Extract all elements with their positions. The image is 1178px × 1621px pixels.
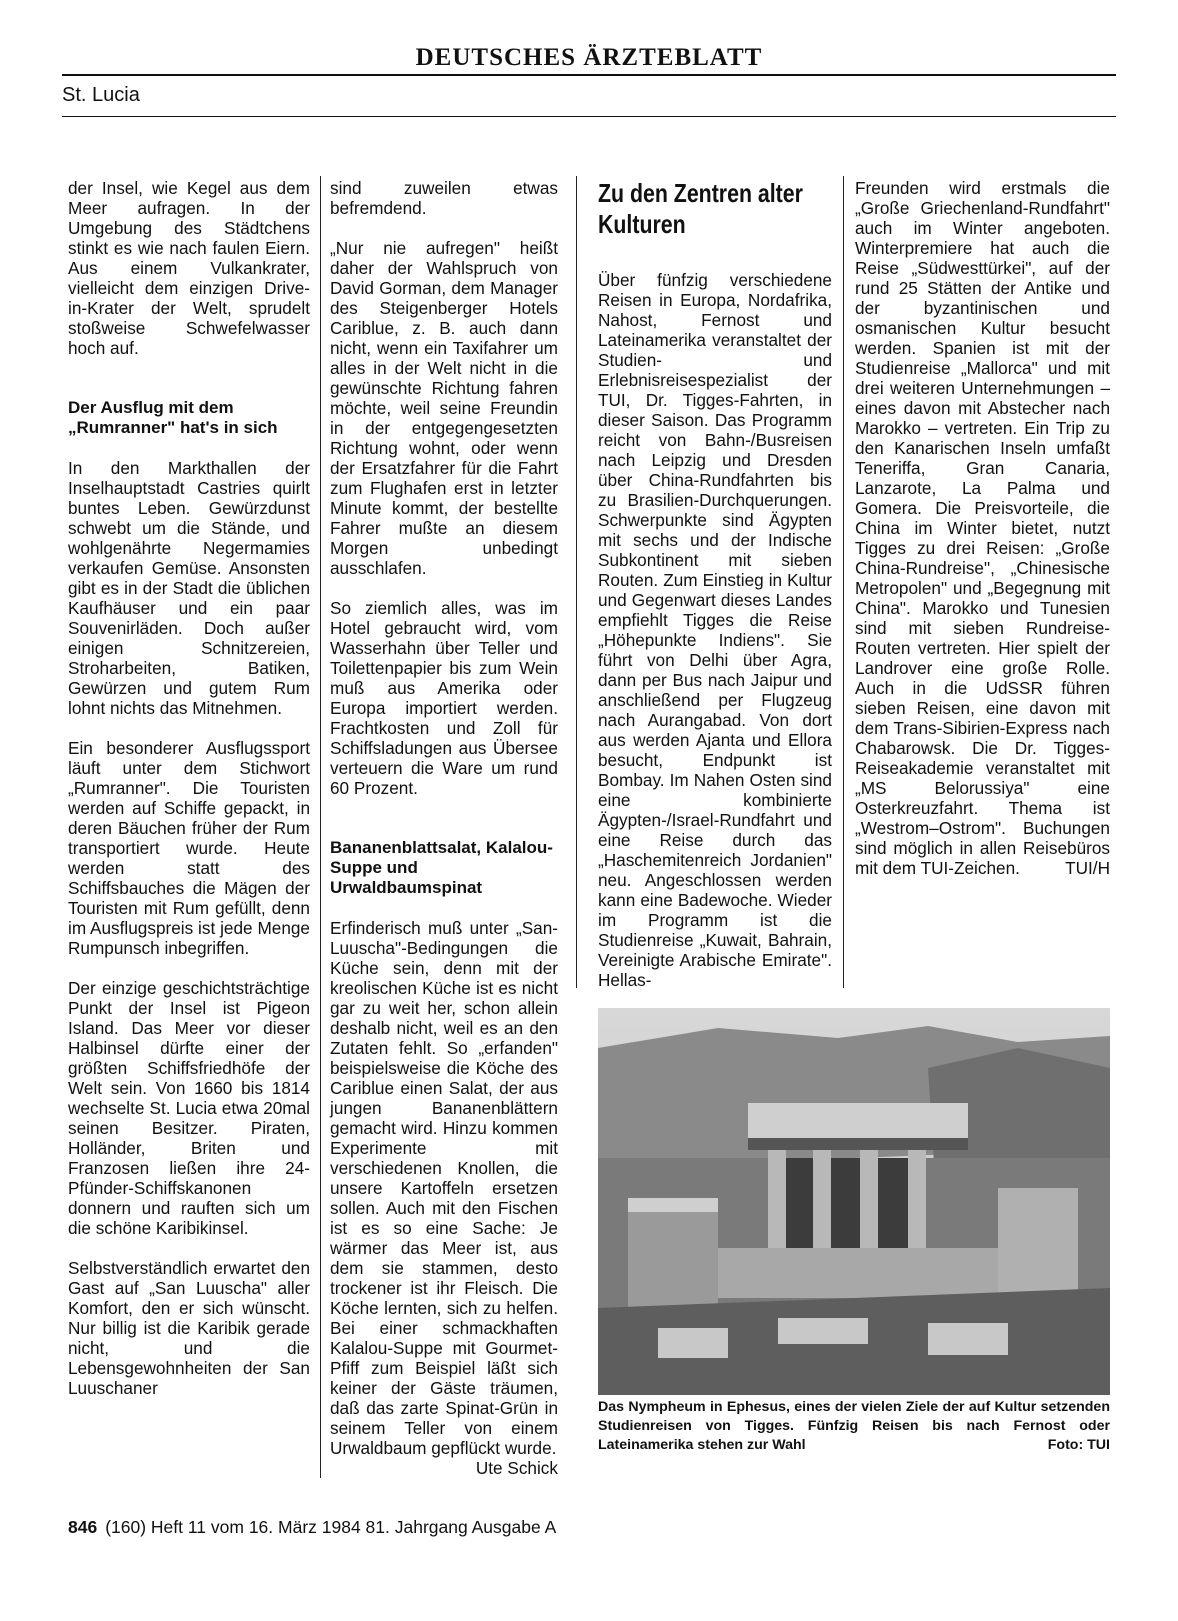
paragraph-text: Freunden wird erstmals die „Große Griechenland-Rundfahrt" auch im Winter angeboten. Winterpremiere hat auch die Reise „Südwesttürkei", auf der rund 25 Stätten der Antike und der byzantinischen und osmanischen Kultur besucht werden. Spanien ist mit der Studienreise „Mallorca" und mit drei weiteren Unternehmungen – eines davon mit Abstecher nach Marokko – vertreten. Ein Trip zu den Kanarischen Inseln umfaßt Teneriffa, Gran Canaria, Lanzarote, La Palma und Gomera. Die Preisvorteile, die China im Winter bietet, nutzt Tigges zu drei Reisen: „Große China-Rundreise", „Chinesische Metropolen" und „Begegnung mit China". Marokko und Tunesien sind mit sieben Rundreise-Routen vertreten. Hier spielt der Landrover eine große Rolle. Auch in die UdSSR führen sieben Reisen, eine davon mit dem Trans-Sibirien-Express nach Chabarowsk. Die Dr. Tigges-Reiseakademie veranstaltet mit „MS Belorussiya" eine Osterkreuzfahrt. Thema ist „Westrom–Ostrom". Buchungen sind möglich in allen Reisebüros mit dem TUI-Zeichen. [855,178,1110,878]
photo-caption [598,1398,1110,1455]
paragraph: Über fünfzig verschiedene Reisen in Europa, Nordafrika, Nahost, Fernost und Lateinamerika veranstaltet der Studien- und Erlebnisreisespezialist der TUI, Dr. Tigges-Fahrten, in dieser Saison. Das Programm reicht von Bahn-/Busreisen nach Leipzig und Dresden über China-Rundfahrten bis zu Brasilien-Durchquerungen. Schwerpunkte sind Ägypten mit sechs und der Indische Subkontinent mit sieben Routen. Zum Einstieg in Kultur und Gegenwart dieses Landes empfiehlt Tigges die Reise „Höhepunkte Indiens". Sie führt von Delhi über Agra, dann per Bus nach Jaipur und anschließend per Flugzeug nach Aurangabad. Von dort aus werden Ajanta und Ellora besucht, Endpunkt ist Bombay. Im Nahen Osten sind eine kombinierte Ägypten-/Israel-Rundfahrt und eine Reise durch das „Haschemitenreich Jordanien" neu. Angeschlossen werden kann eine Badewoche. Wieder im Programm ist die Studienreise „Kuwait, Bahrain, Vereinigte Arabische Emirate". Hellas- [598,270,832,990]
column-divider [843,176,844,988]
masthead: DEUTSCHES ÄRZTEBLATT [415,44,763,71]
section-title: St. Lucia [62,84,140,106]
paragraph: Der einzige geschichtsträchtige Punkt der Insel ist Pigeon Island. Das Meer vor dieser Halbinsel dürfte einer der größten Schiffsfriedhöfe der Welt sein. Von 1660 bis 1814 wechselte St. Lucia etwa 20mal seinen Besitzer. Piraten, Holländer, Briten und Franzosen ließen ihre 24-Pfünder-Schiffskanonen donnern und rauften sich um die schöne Karibikinsel. [68,978,310,1238]
masthead-rule [62,74,1116,76]
section-rule [62,116,1116,117]
photo-credit: Foto: TUI [1047,1437,1110,1453]
ephesus-photo [598,1008,1110,1395]
article-headline: Zu den Zentren alter Kulturen [598,178,803,239]
subheading: Bananenblattsalat, Kalalou-Suppe und Urwaldbaumspinat [330,838,553,897]
paragraph: sind zuweilen etwas befremdend. [330,178,558,218]
paragraph: der Insel, wie Kegel aus dem Meer aufragen. In der Umgebung des Städtchens stinkt es wie nach faulen Eiern. Aus einem Vulkankrater, vielleicht dem einzigen Drive-in-Krater der Welt, sprudelt stoßweise Schwefelwasser hoch auf. [68,178,310,358]
paragraph: In den Markthallen der Inselhauptstadt Castries quirlt buntes Leben. Gewürzdunst schwebt um die Stände, und wohlgenährte Negermamies verkaufen Gemüse. Ansonsten gibt es in der Stadt die üblichen Kaufhäuser und ein paar Souvenirläden. Doch außer einigen Schnitzereien, Stroharbeiten, Batiken, Gewürzen und gutem Rum lohnt nichts das Mitnehmen. [68,458,310,718]
article-column-1 [68,178,310,1418]
paragraph-text: Erfinderisch muß unter „San-Luuscha"-Bedingungen die Küche sein, denn mit der kreolischen Küche ist es nicht gar zu weit her, schon allein deshalb nicht, weil es an den Zutaten fehlt. So „erfanden" beispielsweise die Köche des Cariblue einen Salat, der aus jungen Bananenblättern gemacht wird. Hinzu kommen Experimente mit verschiedenen Knollen, die unsere Kartoffeln ersetzen sollen. Auch mit den Fischen ist es so eine Sache: Je wärmer das Meer ist, aus dem sie stammen, desto trockener ist ihr Fleisch. Die Köche lernten, sich zu helfen. Bei einer schmackhaften Kalalou-Suppe mit Gourmet-Pfiff zum Beispiel läßt sich keiner der Gäste träumen, daß das zarte Spinat-Grün in seinem Teller von einem Urwaldbaum gepflückt wurde. [330,918,558,1458]
paragraph [330,918,558,1478]
paragraph: Ein besonderer Ausflugssport läuft unter dem Stichwort „Rumranner". Die Touristen werden auf Schiffe gepackt, in deren Bäuchen früher der Rum transportiert wurde. Heute werden statt des Schiffsbauches die Mägen der Touristen mit Rum gefüllt, denn im Ausflugspreis ist jede Menge Rumpunsch inbegriffen. [68,738,310,958]
paragraph: So ziemlich alles, was im Hotel gebraucht wird, vom Wasserhahn über Teller und Toilettenpapier bis zum Wein muß aus Amerika oder Europa importiert werden. Frachtkosten und Zoll für Schiffsladungen aus Übersee verteuern die Ware um rund 60 Prozent. [330,598,558,798]
paragraph: Selbstverständlich erwartet den Gast auf „San Luuscha" aller Komfort, den er sich wünscht. Nur billig ist die Karibik gerade nicht, und die Lebensgewohnheiten der San Luuschaner [68,1258,310,1398]
ruins-illustration [598,1008,1110,1395]
signoff: TUI/H [1065,858,1110,878]
subheading: Der Ausflug mit dem „Rumranner" hat's in sich [68,398,278,437]
article-column-3 [598,178,832,1010]
page-number: 846 [68,1517,98,1537]
column-divider [320,176,321,1478]
paragraph [855,178,1110,878]
page-footer [68,1517,556,1538]
column-divider [576,176,577,988]
caption-text: Das Nympheum in Ephesus, eines der vielen Ziele der auf Kultur setzenden Studienreisen von Tigges. Fünfzig Reisen bis nach Fernost oder Lateinamerika stehen zur Wahl [598,1399,1110,1453]
article-column-2 [330,178,558,1478]
author: Ute Schick [475,1458,558,1478]
article-column-4 [855,178,1110,898]
issue-info: (160) Heft 11 vom 16. März 1984 81. Jahrgang Ausgabe A [105,1517,557,1537]
paragraph: „Nur nie aufregen" heißt daher der Wahlspruch von David Gorman, dem Manager des Steigenberger Hotels Cariblue, z. B. auch dann nicht, wenn ein Taxifahrer um alles in der Welt nicht in die gewünschte Richtung fahren möchte, weil seine Freundin in der entgegengesetzten Richtung wohnt, oder wenn der Ersatzfahrer für die Fahrt zum Flughafen erst in letzter Minute kommt, der bestellte Fahrer mußte an diesem Morgen unbedingt ausschlafen. [330,238,558,578]
